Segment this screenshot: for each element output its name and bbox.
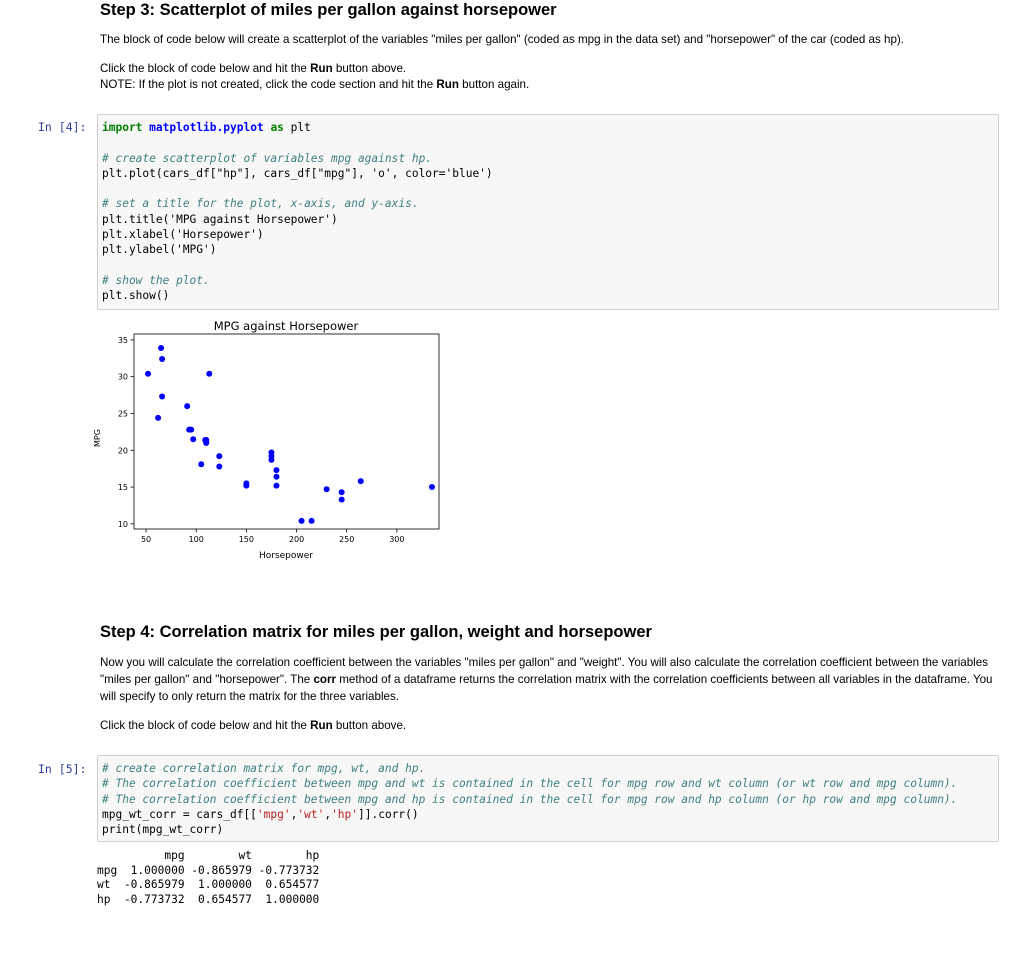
data-point bbox=[203, 440, 209, 446]
x-tick-label: 150 bbox=[238, 535, 255, 544]
data-point bbox=[324, 486, 330, 492]
output-line: wt -0.865979 1.000000 0.654577 bbox=[97, 878, 320, 891]
data-point bbox=[273, 474, 279, 480]
output-line: mpg 1.000000 -0.865979 -0.773732 bbox=[97, 863, 320, 877]
x-tick-label: 200 bbox=[288, 535, 305, 544]
step3-description: The block of code below will create a scatterplot of the variables "miles per gallon" (coded as mpg in the data set) and "horsepower" of the car (coded as hp). bbox=[100, 33, 904, 46]
cell5-code-input[interactable]: # create correlation matrix for mpg, wt, and hp. # The correlation coefficient between mpg and wt is contained in the cell for mpg row and wt column (or wt row and mpg column). # The correlation coefficient between mpg and hp is contained in the cell for mpg row and hp column (or hp row and mpg column). mpg_wt_corr = cars_df[['mpg','wt','hp']].corr() print(mpg_wt_corr) bbox=[97, 755, 999, 842]
cell4-prompt: In [4]: bbox=[38, 120, 87, 134]
step3-markdown bbox=[100, 0, 1004, 93]
plot-area-frame bbox=[134, 334, 439, 529]
step3-note: NOTE: If the plot is not created, click the code section and hit the Run button again. bbox=[100, 78, 530, 91]
data-point bbox=[216, 463, 222, 469]
step3-instruction: Click the block of code below and hit the Run button above. bbox=[100, 62, 407, 75]
data-point bbox=[206, 371, 212, 377]
data-point bbox=[186, 427, 192, 433]
data-point bbox=[243, 483, 249, 489]
step4-description: Now you will calculate the correlation coefficient between the variables "miles per gallon" and "weight". You will also calculate the correlation coefficient between the variables "miles per gallon" and "horsepower". The corr method of a dataframe returns the correlation matrix with the correlation coefficients between all variables in the dataframe. You will specify to only return the matrix for the three variables. bbox=[100, 656, 993, 703]
data-point bbox=[358, 478, 364, 484]
data-point bbox=[273, 483, 279, 489]
step4-markdown bbox=[100, 622, 1004, 734]
step4-heading: Step 4: Correlation matrix for miles per gallon, weight and horsepower bbox=[100, 623, 652, 641]
output-line: mpg wt hp bbox=[97, 849, 320, 862]
x-axis-label: Horsepower bbox=[258, 551, 314, 561]
x-ticks bbox=[141, 529, 405, 544]
data-point bbox=[159, 394, 165, 400]
step3-heading: Step 3: Scatterplot of miles per gallon against horsepower bbox=[100, 1, 557, 19]
data-point bbox=[216, 453, 222, 459]
x-tick-label: 50 bbox=[140, 535, 152, 544]
plot-title: MPG against Horsepower bbox=[213, 319, 359, 333]
data-point bbox=[145, 371, 151, 377]
data-point bbox=[268, 457, 274, 463]
y-tick-label: 10 bbox=[117, 519, 128, 529]
x-tick-label: 250 bbox=[339, 535, 355, 544]
data-point bbox=[202, 437, 208, 443]
x-tick-label: 100 bbox=[188, 535, 204, 544]
data-point bbox=[188, 427, 194, 433]
data-point bbox=[184, 403, 190, 409]
data-point bbox=[159, 356, 165, 362]
output-line: hp -0.773732 0.654577 1.000000 bbox=[97, 892, 320, 906]
data-point bbox=[198, 461, 204, 467]
data-point bbox=[273, 467, 279, 473]
data-point bbox=[190, 436, 196, 442]
y-ticks bbox=[118, 336, 134, 529]
data-points bbox=[145, 345, 435, 524]
y-tick-label: 35 bbox=[117, 335, 128, 345]
y-tick-label: 25 bbox=[117, 409, 128, 419]
y-axis-label: MPG bbox=[93, 429, 102, 447]
cell5-output bbox=[97, 849, 319, 907]
data-point bbox=[429, 484, 435, 490]
data-point bbox=[243, 480, 249, 486]
y-tick-label: 30 bbox=[117, 372, 128, 382]
data-point bbox=[339, 497, 345, 503]
y-tick-label: 15 bbox=[117, 483, 128, 493]
data-point bbox=[268, 449, 274, 455]
data-point bbox=[158, 345, 164, 351]
data-point bbox=[203, 437, 209, 443]
step4-instruction: Click the block of code below and hit the Run button above. bbox=[100, 719, 407, 732]
cell5-prompt: In [5]: bbox=[38, 762, 87, 776]
data-point bbox=[203, 440, 209, 446]
data-point bbox=[155, 415, 161, 421]
data-point bbox=[299, 518, 305, 524]
data-point bbox=[268, 453, 274, 459]
data-point bbox=[309, 518, 315, 524]
cell4-code-input[interactable]: import matplotlib.pyplot as plt # create scatterplot of variables mpg against hp. plt.plot(cars_df["hp"], cars_df["mpg"], 'o', color='blue') # set a title for the plot, x-axis, and y-axis. plt.title('MPG against Horsepower') plt.xlabel('Horsepower') plt.ylabel('MPG') # show the plot. plt.show() bbox=[97, 114, 999, 310]
data-point bbox=[339, 489, 345, 495]
y-tick-label: 20 bbox=[117, 446, 128, 456]
x-tick-label: 300 bbox=[389, 535, 405, 544]
